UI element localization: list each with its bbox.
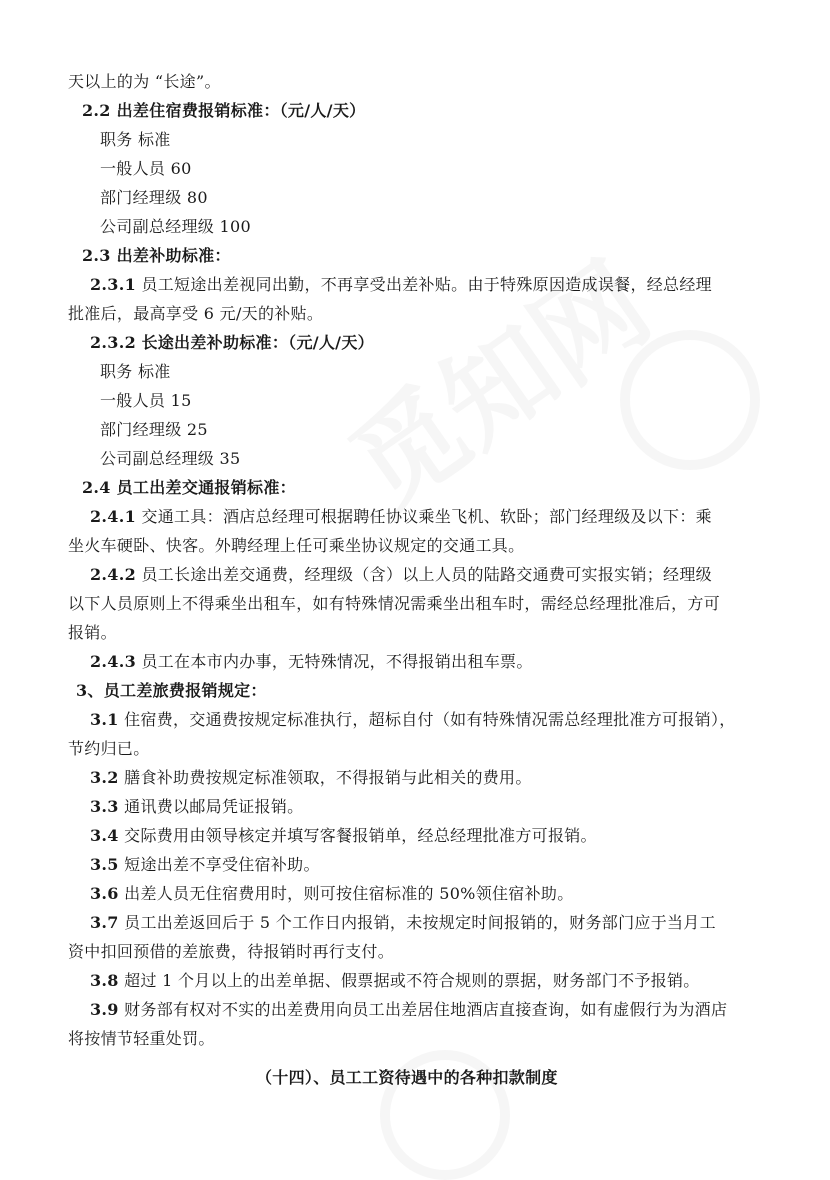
paragraph-line: 节约归已。 [68,739,150,758]
paragraph-line: 以下人员原则上不得乘坐出租车，如有特殊情况需乘坐出租车时，需经总经理批准后，方可 [68,594,721,613]
section-heading: 2.3.2 长途出差补助标准：（元/人/天） [90,333,374,352]
paragraph-line: 3.6 出差人员无住宿费用时，则可按住宿标准的 50%领住宿补助。 [90,884,574,903]
paragraph-line: 3.7 员工出差返回后于 5 个工作日内报销，未按规定时间报销的，财务部门应于当月工 [90,913,716,932]
table-row: 一般人员 60 [100,159,192,178]
paragraph-line: 3.5 短途出差不享受住宿补助。 [90,855,320,874]
table-row: 公司副总经理级 35 [100,449,241,468]
section-heading: 2.4 员工出差交通报销标准： [82,478,296,497]
table-row: 公司副总经理级 100 [100,217,251,236]
table-header: 职务 标准 [100,362,171,381]
chapter-title: （十四）、员工工资待遇中的各种扣款制度 [256,1068,558,1087]
table-row: 部门经理级 25 [100,420,208,439]
paragraph-line: 资中扣回预借的差旅费，待报销时再行支付。 [68,942,395,961]
paragraph-line: 3.3 通讯费以邮局凭证报销。 [90,797,304,816]
paragraph-line: 坐火车硬卧、快客。外聘经理上任可乘坐协议规定的交通工具。 [68,536,525,555]
table-row: 一般人员 15 [100,391,192,410]
paragraph-line: 3.4 交际费用由领导核定并填写客餐报销单，经总经理批准方可报销。 [90,826,597,845]
paragraph-line: 批准后，最高享受 6 元/天的补贴。 [68,304,324,323]
table-row: 部门经理级 80 [100,188,208,207]
paragraph-line: 3.2 膳食补助费按规定标准领取，不得报销与此相关的费用。 [90,768,532,787]
paragraph-line: 2.4.1 交通工具：酒店总经理可根据聘任协议乘坐飞机、软卧；部门经理级及以下：乘 [90,507,712,526]
paragraph-line: 2.3.1 员工短途出差视同出勤，不再享受出差补贴。由于特殊原因造成误餐，经总经理 [90,275,712,294]
paragraph-line: 报销。 [68,623,117,642]
paragraph-line: 2.4.2 员工长途出差交通费，经理级（含）以上人员的陆路交通费可实报实销；经理级 [90,565,712,584]
section-heading: 2.3 出差补助标准： [82,246,231,265]
body-line: 天以上的为 “长途”。 [68,72,221,91]
section-heading: 2.2 出差住宿费报销标准：（元/人/天） [82,101,366,120]
watermark [315,220,676,539]
paragraph-line: 2.4.3 员工在本市内办事，无特殊情况，不得报销出租车票。 [90,652,533,671]
paragraph-line: 3.8 超过 1 个月以上的出差单据、假票据或不符合规则的票据，财务部门不予报销。 [90,971,700,990]
paragraph-line: 将按情节轻重处罚。 [68,1029,215,1048]
section-heading: 3、员工差旅费报销规定： [76,681,267,700]
table-header: 职务 标准 [100,130,171,149]
watermark-circle-icon [620,330,760,470]
paragraph-line: 3.9 财务部有权对不实的出差费用向员工出差居住地酒店直接查询，如有虚假行为为酒店 [90,1000,728,1019]
paragraph-line: 3.1 住宿费，交通费按规定标准执行，超标自付（如有特殊情况需总经理批准方可报销）， [90,710,736,729]
